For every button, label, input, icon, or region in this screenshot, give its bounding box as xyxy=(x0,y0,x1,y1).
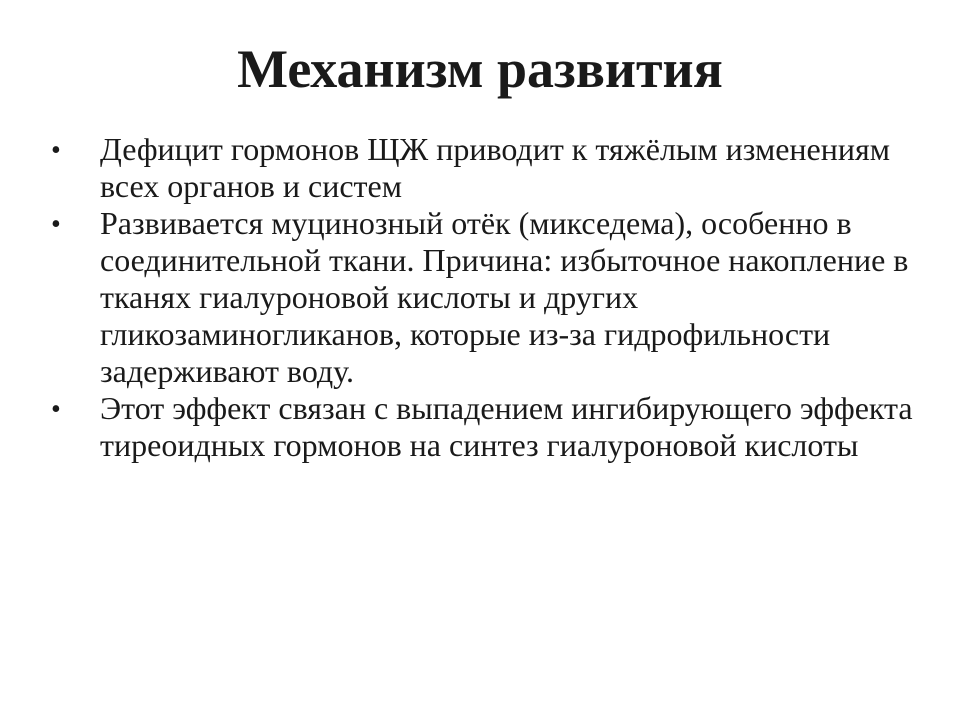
bullet-dot-icon: • xyxy=(51,209,61,240)
bullet-text: Этот эффект связан с выпадением ингибирующего эффекта тиреоидных гормонов на синтез гиалуроновой кислоты xyxy=(100,390,913,463)
slide-title: Механизм развития xyxy=(237,39,723,99)
bullet-dot-icon: • xyxy=(51,135,61,166)
bullet-item xyxy=(48,131,928,205)
bullet-item xyxy=(48,205,928,390)
bullet-text: Дефицит гормонов ЩЖ приводит к тяжёлым изменениям всех органов и систем xyxy=(100,131,890,204)
bullet-text: Развивается муцинозный отёк (микседема), особенно в соединительной ткани. Причина: избыточное накопление в тканях гиалуроновой кислоты и других гликозаминогликанов, которые из-за гидрофильности задерживают воду. xyxy=(100,205,909,389)
bullet-item xyxy=(48,390,928,464)
bullet-list xyxy=(48,131,928,464)
bullet-dot-icon: • xyxy=(51,394,61,425)
